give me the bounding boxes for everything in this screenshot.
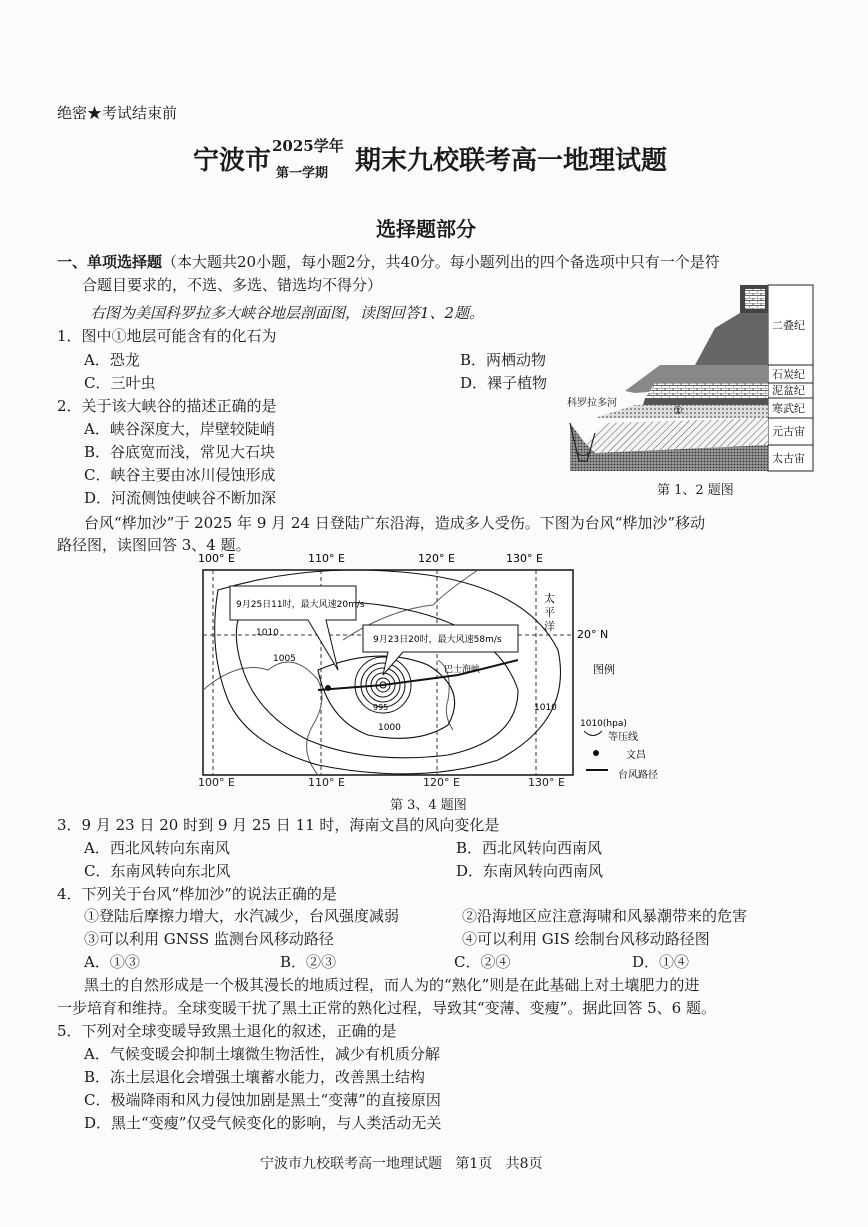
q1-option-d: D．裸子植物	[460, 374, 548, 392]
q4-statement-1: ①登陆后摩擦力增大，水汽减少，台风强度减弱	[84, 907, 400, 925]
part1-instructions	[57, 252, 720, 272]
typhoon-map	[198, 550, 678, 790]
title-main: 期末九校联考高一地理试题	[355, 146, 668, 176]
q2-stem: 2．关于该大峡谷的描述正确的是	[57, 397, 277, 415]
legend-isobar-name: 等压线	[608, 732, 638, 743]
section-heading: 选择题部分	[376, 217, 476, 241]
part1-heading: 一、单项选择题	[57, 253, 163, 271]
q2-option-a: A．峡谷深度大，岸壁较陡峭	[84, 420, 275, 438]
intro-q34-line2: 路径图，读图回答 3、4 题。	[57, 536, 251, 554]
q4-option-a: A．①③	[84, 953, 140, 971]
lon-top-130: 130° E	[506, 552, 543, 565]
lon-bottom-100: 100° E	[198, 776, 235, 789]
secret-label: 绝密★考试结束前	[57, 104, 178, 122]
label-proterozoic: 元古宙	[772, 425, 805, 438]
lon-bottom-120: 120° E	[423, 776, 460, 789]
label-cambrian: 寒武纪	[772, 402, 805, 415]
q5-option-a: A．气候变暖会抑制土壤微生物活性，减少有机质分解	[84, 1045, 440, 1063]
page-footer: 宁波市九校联考高一地理试题 第1页 共8页	[260, 1156, 543, 1172]
canyon-figure	[565, 283, 815, 498]
part1-instr2: 合题目要求的，不选、多选、错选均不得分）	[82, 276, 383, 294]
callout-sep25: 9月25日11时，最大风速20m/s	[236, 600, 365, 610]
river-label: 科罗拉多河	[567, 398, 617, 409]
lat-20n: 20° N	[577, 628, 609, 641]
label-archean: 太古宙	[772, 452, 805, 465]
q4-option-d: D．①④	[632, 953, 690, 971]
q1-stem: 1．图中①地层可能含有的化石为	[57, 327, 277, 345]
isobar-1010: 1010	[256, 628, 279, 638]
q5-stem: 5．下列对全球变暖导致黑土退化的叙述，正确的是	[57, 1022, 397, 1040]
canyon-diagram	[565, 283, 815, 498]
typhoon-map-figure	[198, 550, 678, 812]
q4-option-c: C．②④	[454, 953, 511, 971]
intro-q12: 右图为美国科罗拉多大峡谷地层剖面图，读图回答1、2题。	[90, 304, 485, 322]
isobar-1000: 1000	[378, 723, 401, 733]
lon-top-100: 100° E	[198, 552, 235, 565]
label-carboniferous: 石炭纪	[772, 368, 805, 381]
callout-sep23: 9月23日20时，最大风速58m/s	[373, 635, 502, 645]
lon-bottom-110: 110° E	[308, 776, 345, 789]
q4-stem: 4．下列关于台风“桦加沙”的说法正确的是	[57, 885, 337, 903]
title-term: 第一学期	[276, 166, 329, 181]
strait-label: 巴士海峡	[444, 665, 481, 675]
q2-option-b: B．谷底宽而浅，常见大石块	[84, 443, 276, 461]
q4-statement-2: ②沿海地区应注意海啸和风暴潮带来的危害	[462, 907, 748, 925]
isobar-995: 995	[373, 703, 389, 712]
q3-option-a: A．西北风转向东南风	[84, 839, 230, 857]
isobar-1005: 1005	[273, 654, 296, 664]
q2-option-c: C．峡谷主要由冰川侵蚀形成	[84, 466, 276, 484]
layer-marker: ①	[673, 404, 683, 417]
q4-statement-3: ③可以利用 GNSS 监测台风移动路径	[84, 930, 334, 948]
q4-statement-4: ④可以利用 GIS 绘制台风移动路径图	[462, 930, 710, 948]
legend-isobar-value: 1010(hpa)	[580, 719, 627, 729]
q1-option-b: B．两栖动物	[460, 351, 547, 369]
pacific-1: 太	[544, 592, 555, 605]
q3-option-b: B．西北风转向西南风	[456, 839, 603, 857]
fig2-caption: 第 3、4 题图	[390, 798, 467, 813]
legend-title: 图例	[593, 663, 615, 676]
intro-q56-line2: 一步培育和维持。全球变暖干扰了黑土正常的熟化过程，导致其“变薄、变瘦”。据此回答 5、6 题。	[57, 999, 716, 1017]
pacific-2: 平	[544, 606, 555, 619]
label-devonian: 泥盆纪	[772, 384, 805, 397]
q1-option-c: C．三叶虫	[84, 374, 156, 392]
legend-path: 台风路径	[618, 770, 658, 781]
q3-stem: 3．9 月 23 日 20 时到 9 月 25 日 11 时，海南文昌的风向变化是	[57, 816, 500, 834]
lon-top-120: 120° E	[418, 552, 455, 565]
q1-option-a: A．恐龙	[84, 351, 140, 369]
q5-option-b: B．冻土层退化会增强土壤蓄水能力，改善黑土结构	[84, 1068, 426, 1086]
fig1-caption: 第 1、2 题图	[657, 483, 734, 498]
label-permian: 二叠纪	[772, 319, 805, 332]
q5-option-c: C．极端降雨和风力侵蚀加剧是黑土“变薄”的直接原因	[84, 1091, 441, 1109]
intro-q56-line1: 黑土的自然形成是一个极其漫长的地质过程，而人为的“熟化”则是在此基础上对土壤肥力的进	[84, 976, 700, 994]
q5-option-d: D．黑土“变瘦”仅受气候变化的影响，与人类活动无关	[84, 1114, 442, 1132]
q2-option-d: D．河流侧蚀使峡谷不断加深	[84, 489, 277, 507]
pacific-3: 洋	[544, 620, 555, 633]
legend-city: 文昌	[626, 750, 646, 761]
lon-bottom-130: 130° E	[528, 776, 565, 789]
q4-option-b: B．②③	[280, 953, 337, 971]
q3-option-d: D．东南风转向西南风	[456, 862, 604, 880]
part1-instr1: （本大题共20小题，每小题2分，共40分。每小题列出的四个备选项中只有一个是符	[162, 253, 720, 271]
intro-q34-line1: 台风“桦加沙”于 2025 年 9 月 24 日登陆广东沿海，造成多人受伤。下图为台风“桦加沙”移动	[84, 514, 706, 532]
isobar-1010-east: 1010	[534, 703, 557, 713]
title-year: 2025学年	[272, 137, 344, 155]
lon-top-110: 110° E	[308, 552, 345, 565]
q3-option-c: C．东南风转向东北风	[84, 862, 231, 880]
title-city: 宁波市	[193, 146, 272, 176]
